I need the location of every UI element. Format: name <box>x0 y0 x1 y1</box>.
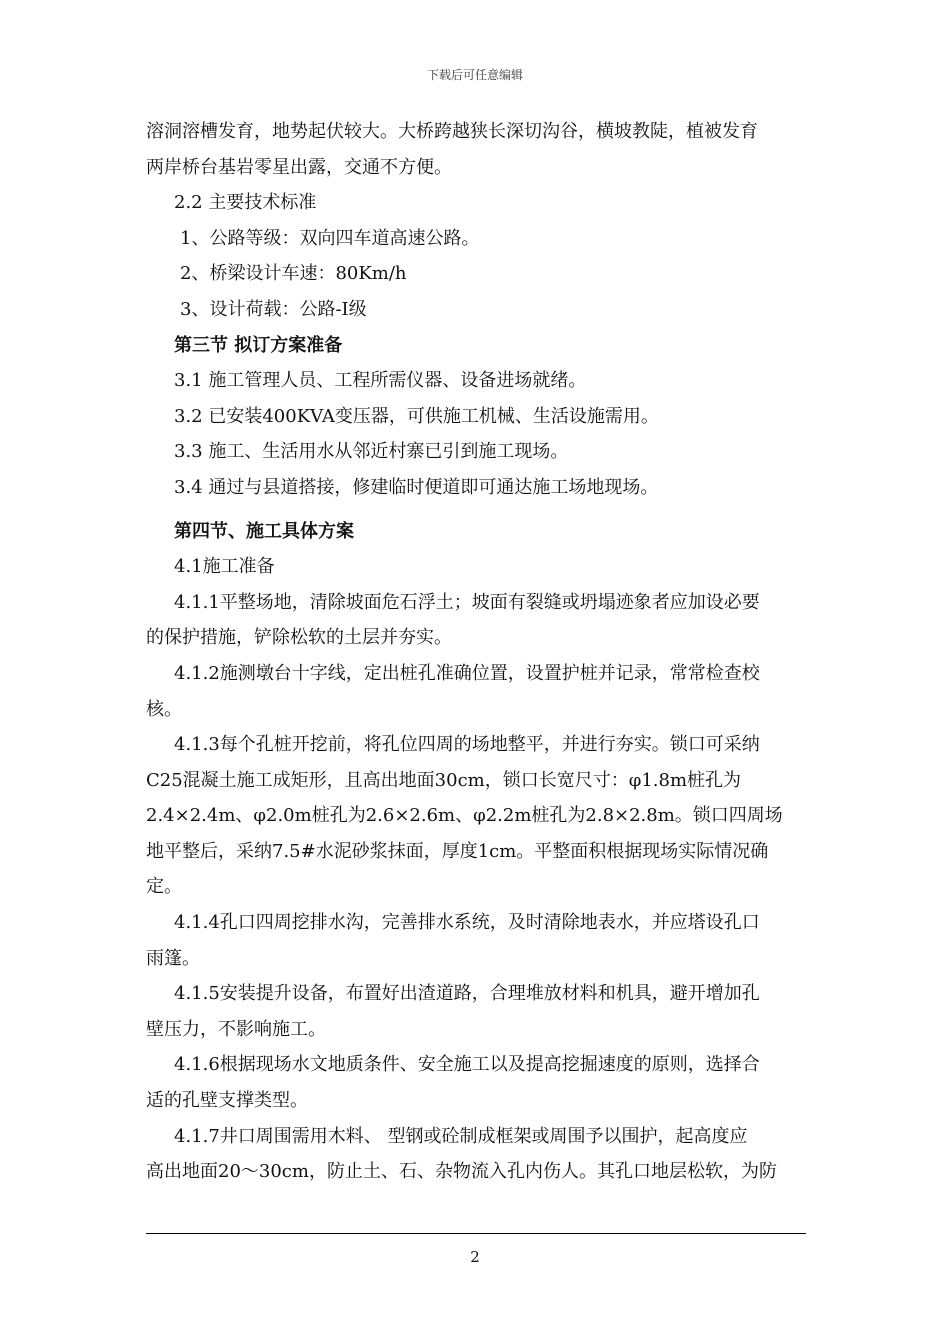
text-line: 4.1.2施测墩台十字线，定出桩孔准确位置，设置护桩并记录，常常检查校 <box>174 662 760 684</box>
text-line: 雨篷。 <box>146 947 200 969</box>
header-note: 下载后可任意编辑 <box>426 68 523 82</box>
text-line: 4.1.5安装提升设备，布置好出渣道路，合理堆放材料和机具，避开增加孔 <box>174 983 760 1005</box>
text-line: 3.2 已安装400KVA变压器，可供施工机械、生活设施需用。 <box>174 405 659 427</box>
section-heading: 第四节、施工具体方案 <box>174 520 354 542</box>
text-line: 的保护措施，铲除松软的土层并夯实。 <box>146 627 452 649</box>
text-line: C25混凝土施工成矩形，且高出地面30cm，锁口长宽尺寸：φ1.8m桩孔为 <box>146 769 742 791</box>
text-line: 溶洞溶槽发育，地势起伏较大。大桥跨越狭长深切沟谷，横坡教陡，植被发育 <box>146 121 758 142</box>
text-line: 壁压力，不影响施工。 <box>146 1018 326 1040</box>
list-item: 2、桥梁设计车速：80Km/h <box>180 263 407 285</box>
text-line: 地平整后，采纳7.5#水泥砂浆抹面，厚度1cm。平整面积根据现场实际情况确 <box>146 840 769 862</box>
text-line: 3.4 通过与县道搭接，修建临时便道即可通达施工场地现场。 <box>174 476 659 498</box>
text-line: 3.3 施工、生活用水从邻近村寨已引到施工现场。 <box>174 441 569 463</box>
footer-divider <box>146 1233 806 1234</box>
text-line: 4.1.4孔口四周挖排水沟，完善排水系统，及时清除地表水，并应塔设孔口 <box>174 912 760 934</box>
text-line: 两岸桥台基岩零星出露，交通不方便。 <box>146 156 452 178</box>
page-number: 2 <box>470 1248 480 1266</box>
text-line: 高出地面20～30cm，防止土、石、杂物流入孔内伤人。其孔口地层松软，为防 <box>146 1161 777 1183</box>
text-line: 4.1.6根据现场水文地质条件、安全施工以及提高挖掘速度的原则，选择合 <box>174 1054 760 1076</box>
subsection-title: 2.2 主要技术标准 <box>174 192 317 214</box>
text-line: 4.1.7井口周围需用木料、 型钢或砼制成框架或周围予以围护，起高度应 <box>174 1125 748 1147</box>
text-line: 2.4×2.4m、φ2.0m桩孔为2.6×2.6m、φ2.2m桩孔为2.8×2.8m。锁口四周场 <box>146 805 783 827</box>
text-line: 适的孔壁支撑类型。 <box>146 1090 308 1112</box>
text-line: 3.1 施工管理人员、工程所需仪器、设备进场就绪。 <box>174 370 587 392</box>
text-line: 4.1.3每个孔桩开挖前，将孔位四周的场地整平，并进行夯实。锁口可采纳 <box>174 734 760 756</box>
subsection-title: 4.1施工准备 <box>174 556 275 578</box>
document-body <box>146 114 806 1190</box>
text-line: 核。 <box>146 698 182 720</box>
list-item: 1、公路等级：双向四车道高速公路。 <box>180 227 480 249</box>
section-heading: 第三节 拟订方案准备 <box>174 334 343 356</box>
list-item: 3、设计荷载：公路-I级 <box>180 298 367 320</box>
text-line: 4.1.1平整场地，清除坡面危石浮土；坡面有裂缝或坍塌迹象者应加设必要 <box>174 591 760 613</box>
text-line: 定。 <box>146 876 182 898</box>
